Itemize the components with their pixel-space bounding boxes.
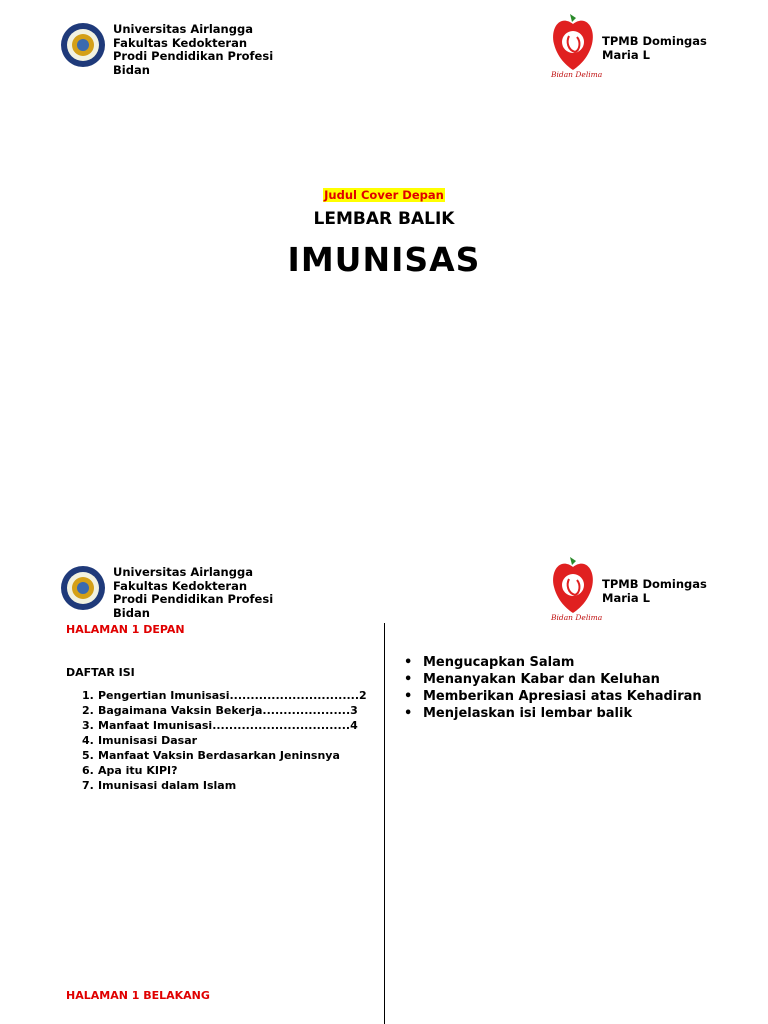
toc-item (82, 733, 367, 748)
cover-label-text: Judul Cover Depan (324, 188, 444, 202)
document-header (0, 10, 768, 80)
page-back-label: HALAMAN 1 BELAKANG (66, 989, 210, 1002)
institution-line: Prodi Pendidikan Profesi (113, 592, 274, 606)
toc-text: Apa itu KIPI? (98, 764, 178, 777)
cover-subtitle: LEMBAR BALIK (313, 209, 455, 229)
toc-item (82, 763, 367, 778)
bullet-icon: • (404, 689, 413, 704)
toc-number: 3. (82, 719, 94, 732)
toc-text: Bagaimana Vaksin Bekerja.....................3 (98, 704, 358, 717)
clinic-name (602, 577, 707, 605)
institution-line: Prodi Pendidikan Profesi (113, 49, 274, 63)
toc-heading: DAFTAR ISI (66, 666, 135, 679)
toc-item (82, 748, 367, 763)
bullet-list (404, 654, 702, 722)
institution-line: Universitas Airlangga (113, 565, 253, 579)
clinic-name (602, 34, 707, 62)
bullet-item (404, 654, 702, 671)
toc-item (82, 703, 367, 718)
bullet-icon: • (404, 672, 413, 687)
institution-line: Fakultas Kedokteran (113, 35, 248, 50)
clinic-line: Maria L (602, 591, 650, 605)
institution-line: Universitas Airlangga (113, 22, 253, 36)
logo-text: Bidan Delima (551, 613, 603, 622)
toc-text: Pengertian Imunisasi...............................2 (98, 689, 367, 702)
toc-text: Imunisasi Dasar (98, 734, 198, 747)
toc-number: 4. (82, 734, 94, 747)
clinic-line: TPMB Domingas (602, 34, 707, 48)
table-of-contents (82, 688, 367, 793)
toc-item (82, 778, 367, 793)
toc-number: 2. (82, 704, 94, 717)
toc-text: Imunisasi dalam Islam (98, 779, 237, 792)
cover-title: IMUNISAS (287, 240, 481, 279)
institution-name (113, 565, 274, 620)
logo-text: Bidan Delima (551, 70, 603, 79)
toc-item (82, 688, 367, 703)
clinic-line: TPMB Domingas (602, 577, 707, 591)
page-front-label: HALAMAN 1 DEPAN (66, 623, 185, 636)
toc-number: 1. (82, 689, 94, 702)
bullet-text: Mengucapkan Salam (423, 655, 575, 670)
toc-number: 5. (82, 749, 94, 762)
bullet-icon: • (404, 655, 413, 670)
bidan-delima-logo-icon (548, 10, 603, 80)
institution-line: Bidan (113, 62, 150, 77)
bullet-text: Menjelaskan isi lembar balik (423, 706, 633, 721)
bullet-item (404, 671, 702, 688)
toc-number: 7. (82, 779, 94, 792)
bullet-item (404, 705, 702, 722)
university-seal-icon (60, 565, 106, 611)
bullet-text: Menanyakan Kabar dan Keluhan (423, 672, 660, 687)
column-divider (384, 623, 385, 1024)
cover-label (0, 188, 768, 202)
clinic-line: Maria L (602, 48, 650, 62)
toc-item (82, 718, 367, 733)
bidan-delima-logo-icon (548, 553, 603, 623)
bullet-icon: • (404, 706, 413, 721)
university-seal-icon (60, 22, 106, 68)
toc-text: Manfaat Vaksin Berdasarkan Jeninsnya (98, 749, 340, 762)
institution-name (113, 22, 274, 77)
toc-text: Manfaat Imunisasi.................................4 (98, 719, 358, 732)
toc-number: 6. (82, 764, 94, 777)
institution-line: Bidan (113, 605, 150, 620)
institution-line: Fakultas Kedokteran (113, 578, 248, 593)
document-header (0, 553, 768, 623)
bullet-item (404, 688, 702, 705)
bullet-text: Memberikan Apresiasi atas Kehadiran (423, 689, 702, 704)
